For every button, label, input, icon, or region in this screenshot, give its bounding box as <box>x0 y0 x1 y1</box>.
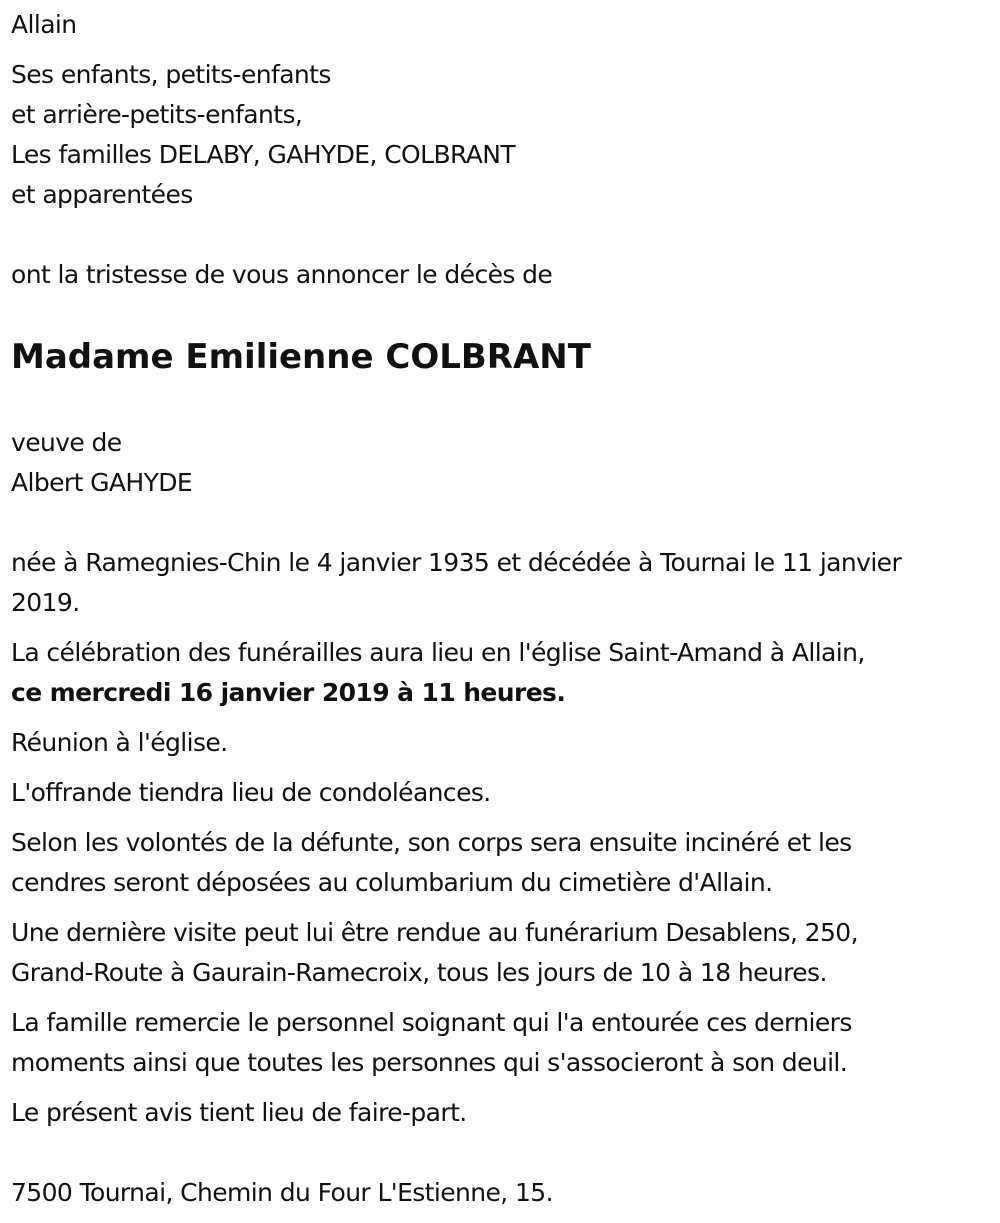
announcement-text: ont la tristesse de vous annoncer le décès de <box>11 260 553 289</box>
address-text: 7500 Tournai, Chemin du Four L'Estienne, 15. <box>11 1178 553 1207</box>
funeral-info <box>11 633 991 713</box>
funeral-line: La célébration des funérailles aura lieu en l'église Saint-Amand à Allain, <box>11 638 865 667</box>
cremation-line: Selon les volontés de la défunte, son corps sera ensuite incinéré et les <box>11 828 852 857</box>
thanks-info <box>11 1003 991 1083</box>
visit-line: Une dernière visite peut lui être rendue au funérarium Desablens, 250, <box>11 918 858 947</box>
faire-part-notice: Le présent avis tient lieu de faire-part. <box>11 1098 467 1127</box>
widow-of-label: veuve de <box>11 428 122 457</box>
family-line: et arrière-petits-enfants, <box>11 100 303 129</box>
birth-death-line: 2019. <box>11 588 80 617</box>
family-line: et apparentées <box>11 180 193 209</box>
cremation-info <box>11 823 991 903</box>
thanks-line: moments ainsi que toutes les personnes qui s'associeront à son deuil. <box>11 1048 848 1077</box>
family-line: Ses enfants, petits-enfants <box>11 60 331 89</box>
family-list <box>11 55 991 215</box>
meeting-text: Réunion à l'église. <box>11 728 228 757</box>
spouse-info <box>11 423 991 503</box>
thanks-line: La famille remercie le personnel soignant qui l'a entourée ces derniers <box>11 1008 852 1037</box>
spouse-name: Albert GAHYDE <box>11 468 193 497</box>
cremation-line: cendres seront déposées au columbarium du cimetière d'Allain. <box>11 868 773 897</box>
village-name: Allain <box>11 10 77 39</box>
family-line: Les familles DELABY, GAHYDE, COLBRANT <box>11 140 516 169</box>
offering-text: L'offrande tiendra lieu de condoléances. <box>11 778 491 807</box>
deceased-name: Madame Emilienne COLBRANT <box>11 337 591 377</box>
birth-death-info <box>11 543 991 623</box>
birth-death-line: née à Ramegnies-Chin le 4 janvier 1935 et décédée à Tournai le 11 janvier <box>11 548 902 577</box>
visit-line: Grand-Route à Gaurain-Ramecroix, tous les jours de 10 à 18 heures. <box>11 958 827 987</box>
funeral-datetime: ce mercredi 16 janvier 2019 à 11 heures. <box>11 678 566 707</box>
visit-info <box>11 913 991 993</box>
